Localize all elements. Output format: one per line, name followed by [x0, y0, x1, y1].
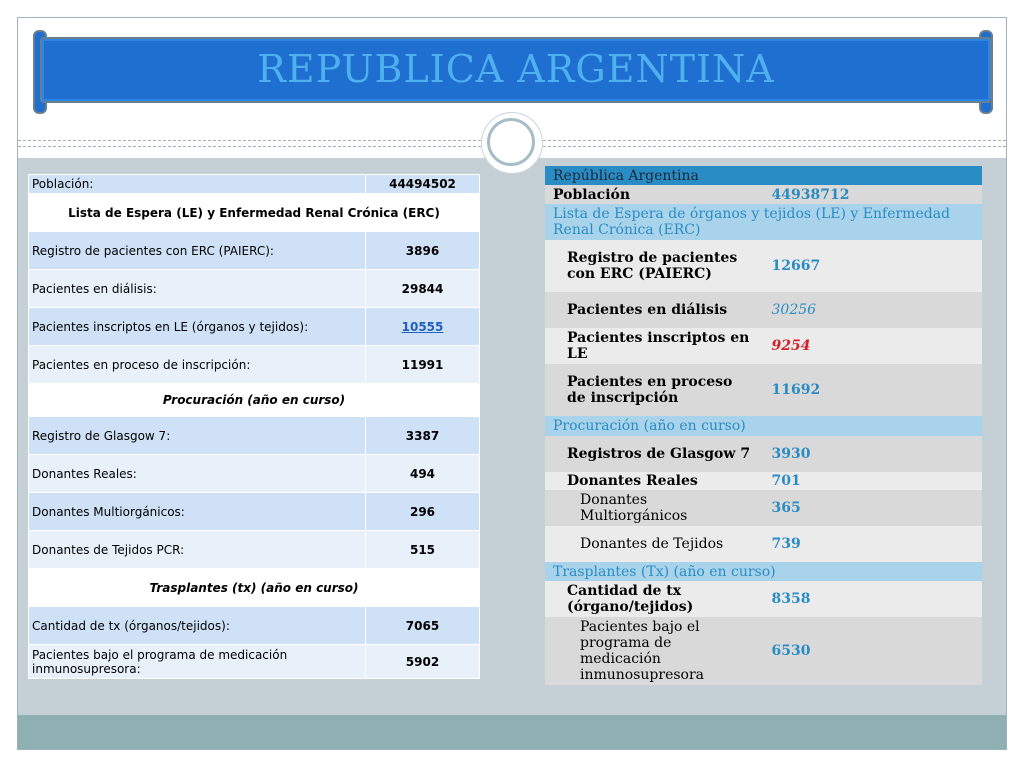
table-row [29, 232, 480, 270]
table-row [545, 328, 982, 364]
row-value: 365 [764, 490, 983, 526]
row-value: 8358 [764, 581, 983, 617]
row-label: Registro de Glasgow 7: [29, 417, 366, 455]
row-label: Pacientes bajo el programa de medicación inmunosupresora: [29, 645, 366, 679]
row-label: Pacientes en diálisis: [29, 270, 366, 308]
row-value: 9254 [764, 328, 983, 364]
left-stats-table [28, 174, 480, 679]
row-value: 5902 [366, 645, 480, 679]
row-label: Donantes Reales [545, 472, 764, 490]
row-value: 11692 [764, 364, 983, 416]
row-value: 515 [366, 531, 480, 569]
section-header [545, 416, 982, 436]
table-row [545, 292, 982, 328]
row-value: 701 [764, 472, 983, 490]
row-label: Pacientes en proceso de inscripción [545, 364, 764, 416]
table-row [545, 364, 982, 416]
table-row [545, 617, 982, 685]
row-label: Registro de pacientes con ERC (PAIERC) [545, 240, 764, 292]
le-count-link[interactable]: 10555 [401, 319, 444, 334]
table-row [545, 185, 982, 204]
circle-ornament-ring [487, 118, 535, 166]
section-title: Lista de Espera de órganos y tejidos (LE) y Enfermedad Renal Crónica (ERC) [545, 204, 982, 240]
section-header [29, 384, 480, 417]
section-header [29, 194, 480, 232]
table-row [545, 526, 982, 562]
row-value: 3387 [366, 417, 480, 455]
table-row [545, 490, 982, 526]
table-row [29, 308, 480, 346]
section-title: Procuración (año en curso) [29, 384, 480, 417]
row-label: Cantidad de tx (órganos/tejidos): [29, 607, 366, 645]
row-value: 7065 [366, 607, 480, 645]
section-title: Lista de Espera (LE) y Enfermedad Renal Crónica (ERC) [29, 194, 480, 232]
row-label: Donantes de Tejidos PCR: [29, 531, 366, 569]
right-stats-table [545, 166, 982, 685]
table-row [545, 436, 982, 472]
row-value: 6530 [764, 617, 983, 685]
section-title: Trasplantes (Tx) (año en curso) [545, 562, 982, 581]
row-value: 11991 [366, 346, 480, 384]
table-row [545, 581, 982, 617]
row-value [366, 308, 480, 346]
table-row [545, 166, 982, 185]
table-row [29, 175, 480, 194]
section-title: Procuración (año en curso) [545, 416, 982, 436]
row-label: Donantes Reales: [29, 455, 366, 493]
table-header: República Argentina [545, 166, 982, 185]
row-value: 739 [764, 526, 983, 562]
row-label: Pacientes inscriptos en LE (órganos y tejidos): [29, 308, 366, 346]
row-value: 3896 [366, 232, 480, 270]
section-header [545, 562, 982, 581]
table-row [545, 240, 982, 292]
row-value: 12667 [764, 240, 983, 292]
row-label: Donantes Multiorgánicos: [29, 493, 366, 531]
section-title: Trasplantes (tx) (año en curso) [29, 569, 480, 607]
row-value: 30256 [764, 292, 983, 328]
table-row [29, 493, 480, 531]
row-label: Pacientes en diálisis [545, 292, 764, 328]
row-label: Pacientes en proceso de inscripción: [29, 346, 366, 384]
row-value: 3930 [764, 436, 983, 472]
row-label: Registro de pacientes con ERC (PAIERC): [29, 232, 366, 270]
row-label: Donantes Multiorgánicos [545, 490, 764, 526]
row-value: 44938712 [764, 185, 983, 204]
table-row [29, 270, 480, 308]
table-row [545, 472, 982, 490]
table-row [29, 645, 480, 679]
row-value: 296 [366, 493, 480, 531]
row-label: Pacientes inscriptos en LE [545, 328, 764, 364]
row-value: 29844 [366, 270, 480, 308]
row-label: Población: [29, 175, 366, 194]
table-row [29, 417, 480, 455]
section-header [29, 569, 480, 607]
section-header [545, 204, 982, 240]
row-value: 494 [366, 455, 480, 493]
row-label: Población [545, 185, 764, 204]
title-banner [40, 37, 992, 103]
table-row [29, 455, 480, 493]
row-value: 44494502 [366, 175, 480, 194]
table-row [29, 531, 480, 569]
row-label: Donantes de Tejidos [545, 526, 764, 562]
row-label: Pacientes bajo el programa de medicación inmunosupresora [545, 617, 764, 685]
table-row [29, 346, 480, 384]
page-title: REPUBLICA ARGENTINA [257, 47, 775, 91]
row-label: Registros de Glasgow 7 [545, 436, 764, 472]
table-row [29, 607, 480, 645]
row-label: Cantidad de tx (órgano/tejidos) [545, 581, 764, 617]
footer-band [18, 715, 1006, 749]
